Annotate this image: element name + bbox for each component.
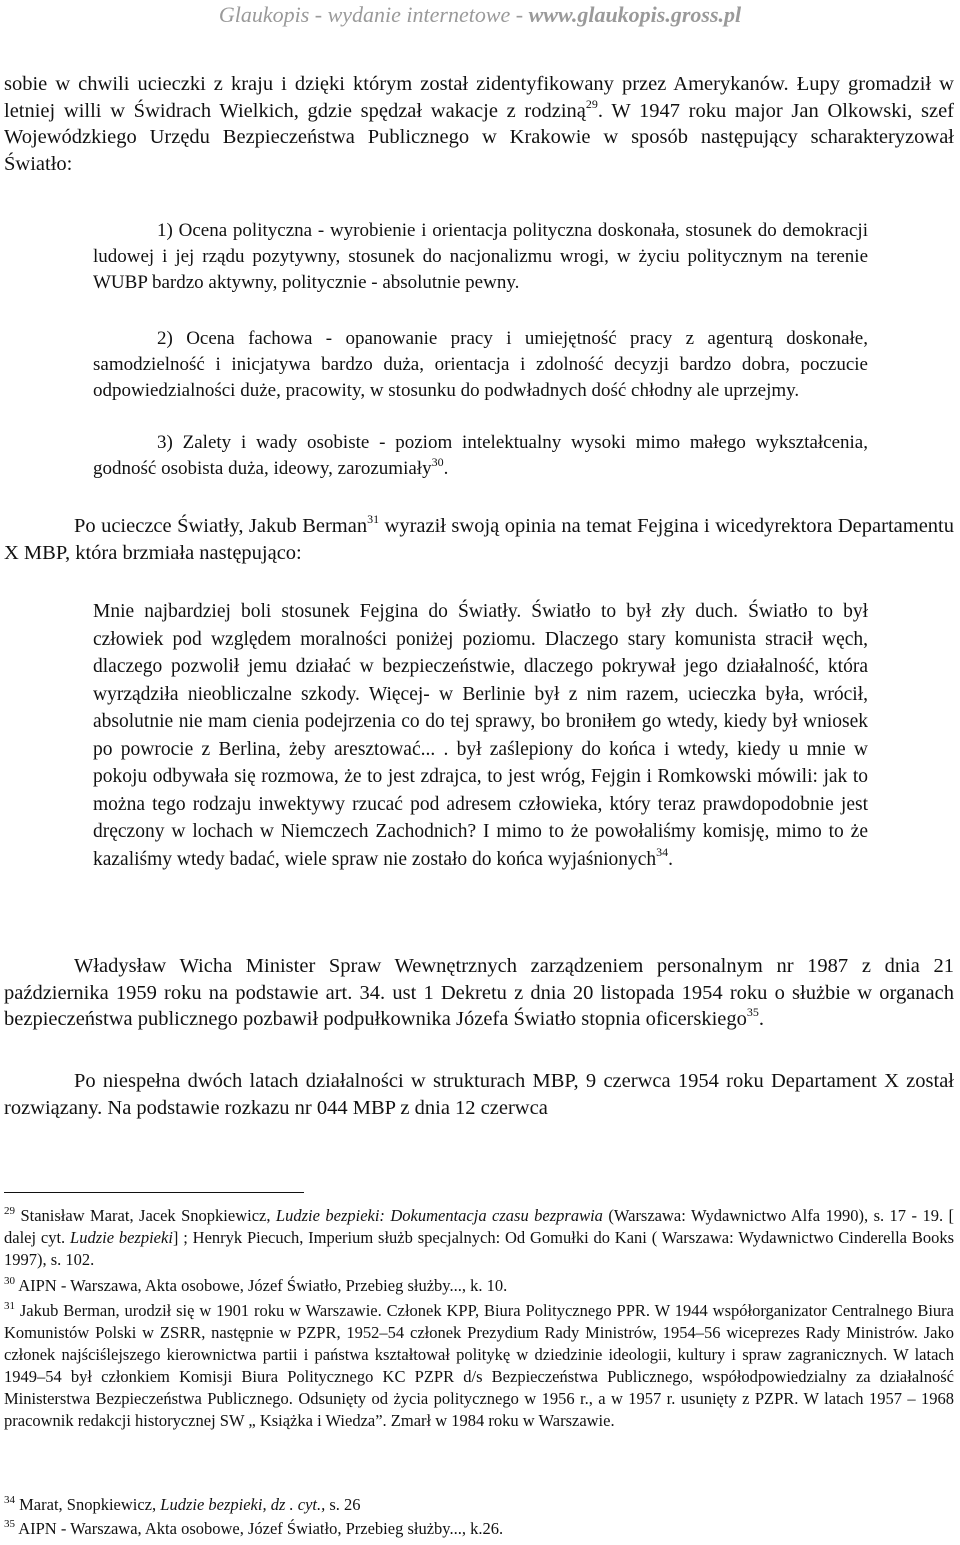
- page-header: [0, 2, 960, 28]
- paragraph-4-text: Po niespełna dwóch latach działalności w strukturach MBP, 9 czerwca 1954 roku Departament X został rozwiązany. Na podstawie rozkazu nr 044 MBP z dnia 12 czerwca: [4, 1070, 954, 1119]
- paragraph-2-text-b: wyraził swoją opinia na temat Fejgina i wicedyrektora Departamentu X MBP, która brzmiała następująco:: [4, 515, 954, 564]
- footnote-29-text-a: Stanisław Marat, Jacek Snopkiewicz,: [15, 1206, 276, 1225]
- quote-1-item-2: [93, 326, 868, 404]
- paragraph-3: [4, 953, 954, 1033]
- paragraph-3-text-b: .: [758, 1008, 765, 1030]
- footnote-29-text-c: ] ; Henryk Piecuch, Imperium służb specjalnych: Od Gomułki do Kani ( Warszawa: Wydawnictwo Cinderella Books 1997), s. 102.: [4, 1228, 954, 1269]
- footnote-34-number: 34: [4, 1493, 15, 1506]
- quote-2-end: .: [668, 848, 674, 870]
- paragraph-1-text-b: . W 1947 roku major Jan Olkowski, szef Wojewódzkiego Urzędu Bezpieczeństwa Publicznego w Krakowie w sposób następujący scharakteryzował Światło:: [4, 99, 954, 175]
- footnote-30-number: 30: [4, 1274, 15, 1287]
- header-site: www.glaukopis.gross.pl: [528, 2, 742, 27]
- footnote-29-title-2: Ludzie bezpieki: [70, 1228, 173, 1247]
- footnote-34-text-b: s. 26: [325, 1495, 361, 1514]
- footnote-30-text: AIPN - Warszawa, Akta osobowe, Józef Światło, Przebieg służby..., k. 10.: [15, 1276, 508, 1295]
- footnote-29-number: 29: [4, 1204, 15, 1217]
- footnote-31-number: 31: [4, 1299, 15, 1312]
- footnote-34: [4, 1494, 954, 1516]
- paragraph-1-text-a: sobie w chwili ucieczki z kraju i dzięki którym został zidentyfikowany przez Amerykanów. Łupy gromadził w letniej willi w Świdrach Wielkich, gdzie spędzał wakacje z rodziną: [4, 73, 954, 122]
- footnote-35-text: AIPN - Warszawa, Akta osobowe, Józef Światło, Przebieg służby..., k.26.: [15, 1519, 504, 1538]
- quote-2-text: Mnie najbardziej boli stosunek Fejgina do Światły. Światło to był zły duch. Światło to był człowiek pod względem moralności poniżej poziomu. Dlaczego stary komunista stracił węch, dlaczego pozwolił jemu działać w bezpieczeństwie, dlaczego pokrywał jego działalność, która wyrządziła nieobliczalne szkody. Więcej- w Berlinie był z nim razem, ucieczka była, wrócił, absolutnie nie mam cienia podejrzenia co do tej sprawy, bo broniłem go wtedy, kiedy był wniosek po powrocie z Berlina, żeby aresztować... . był zaślepiony do końca i wtedy, kiedy u mnie w pokoju odbywała się rozmowa, że to jest zdrajca, to jest wróg, Fejgin i Romkowski mówili: jak to można tego rodzaju inwektywy rzucać pod adresem człowieka, który teraz prawdopodobnie jest dręczony w lochach w Niemczech Zachodnich? I mimo to że powołaliśmy komisję, mimo to że kazaliśmy wtedy badać, wiele spraw nie zostało do końca wyjaśnionych: [93, 601, 868, 870]
- footnote-34-title: Ludzie bezpieki, dz . cyt.,: [160, 1495, 326, 1514]
- footnote-35-number: 35: [4, 1517, 15, 1530]
- footnote-ref-30: 30: [431, 454, 444, 469]
- footnote-30: [4, 1275, 954, 1297]
- quote-1-item-1-text: 1) Ocena polityczna - wyrobienie i orientacja polityczna doskonała, stosunek do demokracji ludowej i jej rządu pozytywny, stosunek do nacjonalizmu wrogi, w życiu politycznym na terenie WUBP bardzo aktywny, politycznie - absolutnie pewny.: [93, 220, 868, 293]
- quote-2: [93, 598, 868, 873]
- paragraph-1: [4, 71, 954, 177]
- paragraph-4: [4, 1068, 954, 1121]
- quote-1-item-2-text: 2) Ocena fachowa - opanowanie pracy i umiejętność pracy z agenturą doskonałe, samodzielność i inicjatywa bardzo duża, orientacja i zdolność decyzji bardzo dobra, poczucie odpowiedzialności duże, pracowity, w stosunku do podwładnych dość chłodny ale uprzejmy.: [93, 328, 868, 401]
- footnote-29: [4, 1205, 954, 1271]
- footnote-31: [4, 1300, 954, 1432]
- footnote-34-text-a: Marat, Snopkiewicz,: [15, 1495, 161, 1514]
- footnote-ref-34: 34: [656, 845, 669, 859]
- paragraph-2: [4, 513, 954, 566]
- footnote-29-title-1: Ludzie bezpieki: Dokumentacja czasu bezprawia: [275, 1206, 603, 1225]
- quote-1-item-3: [93, 430, 868, 482]
- paragraph-3-text-a: Władysław Wicha Minister Spraw Wewnętrznych zarządzeniem personalnym nr 1987 z dnia 21 października 1959 roku na podstawie art. 34. ust 1 Dekretu z dnia 20 listopada 1954 roku o służbie w organach bezpieczeństwa publicznego pozbawił podpułkownika Józefa Światło stopnia oficerskiego: [4, 955, 954, 1030]
- paragraph-2-text-a: Po ucieczce Światły, Jakub Berman: [74, 515, 368, 537]
- footnote-29-text-b: (Warszawa: Wydawnictwo Alfa 1990), s. 17 - 19. [ dalej cyt.: [4, 1206, 955, 1247]
- footnote-35: [4, 1518, 954, 1540]
- quote-1-item-1: [93, 218, 868, 296]
- footnote-ref-29: 29: [585, 96, 598, 111]
- header-prefix: Glaukopis - wydanie internetowe -: [218, 2, 529, 27]
- footnote-31-text: Jakub Berman, urodził się w 1901 roku w Warszawie. Członek KPP, Biura Politycznego PPR. W 1944 współorganizator Centralnego Biura Komunistów Polski w ZSRR, następnie w PZPR, 1952–54 członek Prezydium Rady Ministrów, 1954–56 wiceprezes Rady Ministrów. Jako członek najściślejszego kierownictwa partii i państwa kształtował politykę w dziedzinie ideologii, kultury i spraw zagranicznych. W latach 1949–54 był członkiem Komisji Biura Politycznego KC PZPR d/s Bezpieczeństwa Publicznego, współodpowiedzialny za działalność Ministerstwa Bezpieczeństwa Publicznego. Odsunięty od życia politycznego w 1956 r., a w 1957 r. usunięty z PZPR. W latach 1957 – 1968 pracownik redakcji historycznej SW „ Książka i Wiedza”. Zmarł w 1984 roku w Warszawie.: [4, 1301, 954, 1430]
- footnote-ref-35: 35: [746, 1005, 759, 1020]
- quote-1-item-3-end: .: [443, 458, 449, 479]
- quote-1-item-3-text: 3) Zalety i wady osobiste - poziom intelektualny wysoki mimo małego wykształcenia, godność osobista duża, ideowy, zarozumiały: [93, 432, 868, 479]
- footnote-separator: [4, 1192, 304, 1193]
- footnote-ref-31: 31: [367, 512, 380, 527]
